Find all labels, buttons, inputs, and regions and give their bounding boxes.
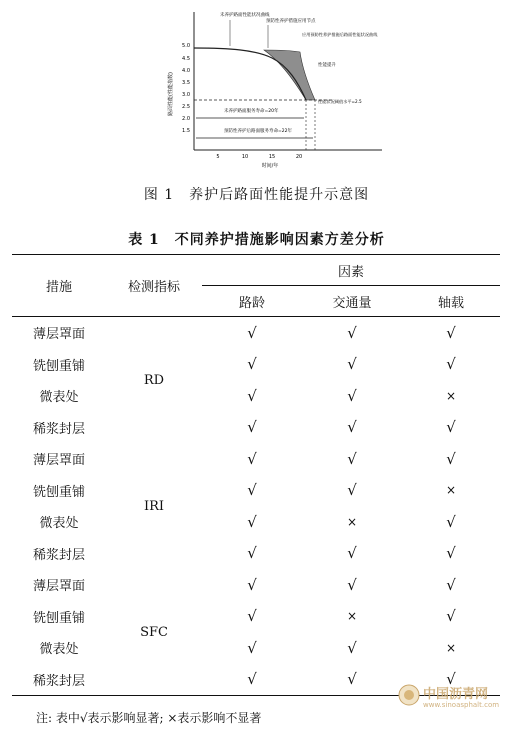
measure-cell: 薄层罩面 — [32, 453, 85, 469]
mark-cell: × — [346, 514, 358, 529]
mark-cell: √ — [247, 418, 257, 437]
table-row — [12, 601, 500, 633]
x-tick-label: 5 — [216, 154, 220, 160]
mark-cell: √ — [446, 607, 456, 626]
mark-cell: √ — [446, 512, 456, 531]
anova-table — [12, 254, 500, 696]
mark-cell: √ — [247, 386, 257, 405]
mark-cell: √ — [247, 323, 257, 342]
mark-cell: √ — [247, 449, 257, 468]
y-tick-label: 1.5 — [182, 128, 190, 134]
table-row — [12, 632, 500, 664]
y-tick-label: 2.0 — [182, 116, 190, 122]
table-row — [12, 475, 500, 507]
mark-cell: √ — [446, 575, 456, 594]
measure-cell: 微表处 — [39, 390, 79, 406]
mark-cell: × — [445, 640, 457, 655]
mark-cell: √ — [446, 670, 456, 689]
mark-cell: √ — [347, 323, 357, 342]
table-row — [12, 380, 500, 412]
annotation-life-ext: 预防性养护后路面服务寿命=22年 — [224, 129, 292, 134]
measure-cell: 薄层罩面 — [32, 327, 85, 343]
x-tick-label: 15 — [268, 154, 276, 160]
header-indicator: 检测指标 — [106, 255, 202, 317]
measure-cell: 铣刨重铺 — [32, 610, 85, 626]
measure-cell: 铣刨重铺 — [32, 358, 85, 374]
mark-cell: × — [445, 483, 457, 498]
annotation-treatment-node: 预防性养护措施应用节点 — [266, 19, 316, 24]
figure-caption: 图 1 养护后路面性能提升示意图 — [143, 187, 370, 203]
table-row — [12, 317, 500, 349]
mark-cell: √ — [247, 481, 257, 500]
indicator-cell: RD — [143, 372, 165, 388]
annotation-threshold: 性能状况阈值水平=2.5 — [318, 99, 362, 104]
mark-cell: √ — [347, 449, 357, 468]
mark-cell: √ — [347, 355, 357, 374]
table-row — [12, 412, 500, 444]
mark-cell: √ — [247, 575, 257, 594]
measure-cell: 薄层罩面 — [32, 579, 85, 595]
annotation-gain: 性能提升 — [318, 63, 336, 68]
mark-cell: √ — [347, 575, 357, 594]
mark-cell: √ — [446, 449, 456, 468]
anova-table-container — [12, 254, 500, 696]
x-tick-label: 10 — [241, 154, 249, 160]
watermark — [395, 681, 505, 715]
watermark-url: www.sinoasphalt.com — [423, 701, 500, 709]
annotation-untreated-curve: 未养护路面性能状况曲线 — [220, 13, 270, 18]
indicator-cell: SFC — [140, 624, 168, 640]
measure-cell: 稀浆封层 — [32, 547, 85, 563]
y-tick-label: 2.5 — [182, 104, 190, 110]
y-axis-label: 路面性能(性能指数) — [168, 72, 174, 116]
header-factor-axle-load: 轴载 — [402, 286, 500, 317]
table-row — [12, 538, 500, 570]
mark-cell: √ — [446, 323, 456, 342]
header-factor-age: 路龄 — [202, 286, 302, 317]
header-factor-traffic: 交通量 — [302, 286, 402, 317]
mark-cell: × — [346, 609, 358, 624]
mark-cell: √ — [347, 418, 357, 437]
mark-cell: √ — [247, 670, 257, 689]
y-tick-label: 3.5 — [182, 80, 190, 86]
measure-cell: 微表处 — [39, 516, 79, 532]
x-axis-label: 时间/年 — [261, 163, 279, 169]
y-tick-label: 3.0 — [182, 92, 190, 98]
mark-cell: √ — [347, 481, 357, 500]
mark-cell: √ — [347, 386, 357, 405]
mark-cell: √ — [446, 418, 456, 437]
header-factor-group: 因素 — [202, 255, 500, 286]
y-tick-label: 5.0 — [182, 43, 190, 49]
mark-cell: √ — [247, 355, 257, 374]
performance-diagram — [160, 4, 386, 172]
table-row — [12, 506, 500, 538]
performance-figure — [160, 4, 386, 172]
indicator-cell: IRI — [143, 498, 165, 514]
mark-cell: √ — [446, 355, 456, 374]
mark-cell: √ — [347, 544, 357, 563]
mark-cell: √ — [247, 638, 257, 657]
measure-cell: 稀浆封层 — [32, 421, 85, 437]
mark-cell: √ — [347, 670, 357, 689]
y-tick-label: 4.5 — [182, 56, 190, 62]
mark-cell: √ — [347, 638, 357, 657]
watermark-title: 中国沥青网 — [423, 687, 489, 702]
watermark-logo-icon — [397, 683, 421, 707]
x-tick-label: 20 — [295, 154, 303, 160]
mark-cell: √ — [247, 512, 257, 531]
annotation-life-base: 未养护路面服务寿命=20年 — [224, 109, 279, 114]
x-ticks — [216, 154, 302, 160]
table-caption: 表 1 不同养护措施影响因素方差分析 — [128, 232, 385, 248]
header-measure: 措施 — [12, 255, 106, 317]
mark-cell: √ — [247, 607, 257, 626]
table-row — [12, 349, 500, 381]
measure-cell: 微表处 — [39, 642, 79, 658]
mark-cell: × — [445, 388, 457, 403]
table-note: 注: 表中√表示影响显著; ×表示影响不显著 — [36, 711, 262, 725]
mark-cell: √ — [446, 544, 456, 563]
annotation-treated-curve: 应用预防性养护措施后路面性能状况曲线 — [302, 32, 378, 37]
table-row — [12, 569, 500, 601]
table-row — [12, 443, 500, 475]
mark-cell: √ — [247, 544, 257, 563]
measure-cell: 稀浆封层 — [32, 673, 85, 689]
measure-cell: 铣刨重铺 — [32, 484, 85, 500]
y-tick-label: 4.0 — [182, 68, 190, 74]
y-ticks — [182, 43, 190, 134]
